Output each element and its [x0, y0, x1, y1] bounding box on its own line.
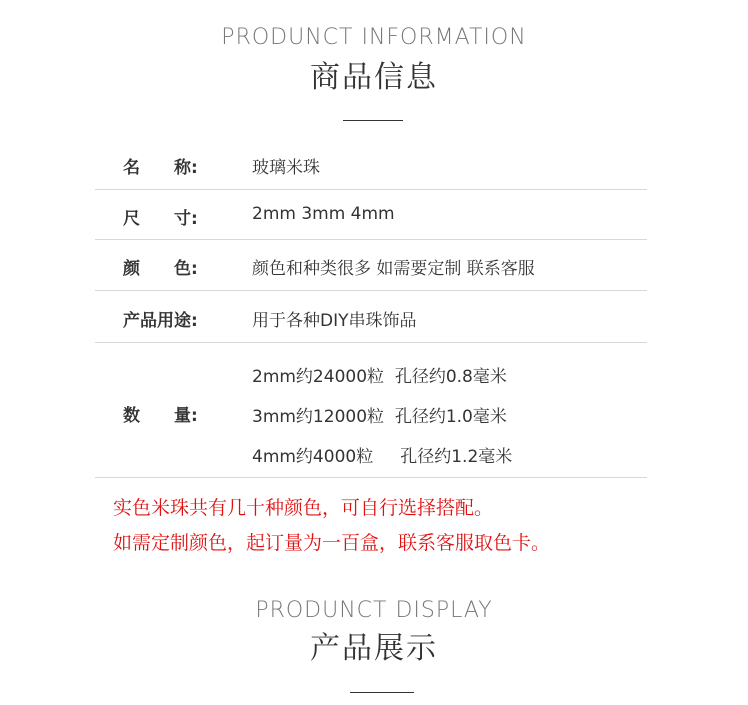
row-label: 产品用途: — [123, 311, 198, 331]
product-display-header — [0, 597, 748, 667]
info-cn-title: 商品信息 — [310, 60, 438, 95]
info-title-divider — [343, 120, 403, 121]
row-value: 颜色和种类很多 如需要定制 联系客服 — [252, 259, 535, 279]
display-cn-title: 产品展示 — [310, 631, 438, 666]
quantity-line: 2mm约24000粒 孔径约0.8毫米 — [252, 367, 507, 387]
display-title-divider — [350, 692, 414, 693]
color-note-line-1: 实色米珠共有几十种颜色，可自行选择搭配。 — [113, 497, 494, 519]
info-en-title: PRODUNCT INFORMATION — [221, 25, 527, 50]
product-info-table — [95, 140, 647, 478]
table-row-name — [95, 140, 647, 190]
color-note-line-2: 如需定制颜色，起订量为一百盒，联系客服取色卡。 — [113, 532, 551, 554]
table-row-color — [95, 240, 647, 291]
row-label: 名 称: — [123, 158, 198, 178]
row-value: 2mm 3mm 4mm — [252, 204, 395, 224]
quantity-line: 4mm约4000粒 孔径约1.2毫米 — [252, 447, 513, 467]
display-en-title: PRODUNCT DISPLAY — [255, 598, 493, 623]
row-value: 玻璃米珠 — [252, 158, 320, 178]
table-row-quantity — [95, 343, 647, 478]
table-row-size — [95, 190, 647, 240]
table-row-usage — [95, 291, 647, 343]
product-information-header — [0, 24, 748, 96]
row-label: 数 量: — [123, 406, 198, 426]
quantity-line: 3mm约12000粒 孔径约1.0毫米 — [252, 407, 507, 427]
row-label: 颜 色: — [123, 259, 198, 279]
row-label: 尺 寸: — [123, 209, 198, 229]
row-value: 用于各种DIY串珠饰品 — [252, 311, 417, 331]
